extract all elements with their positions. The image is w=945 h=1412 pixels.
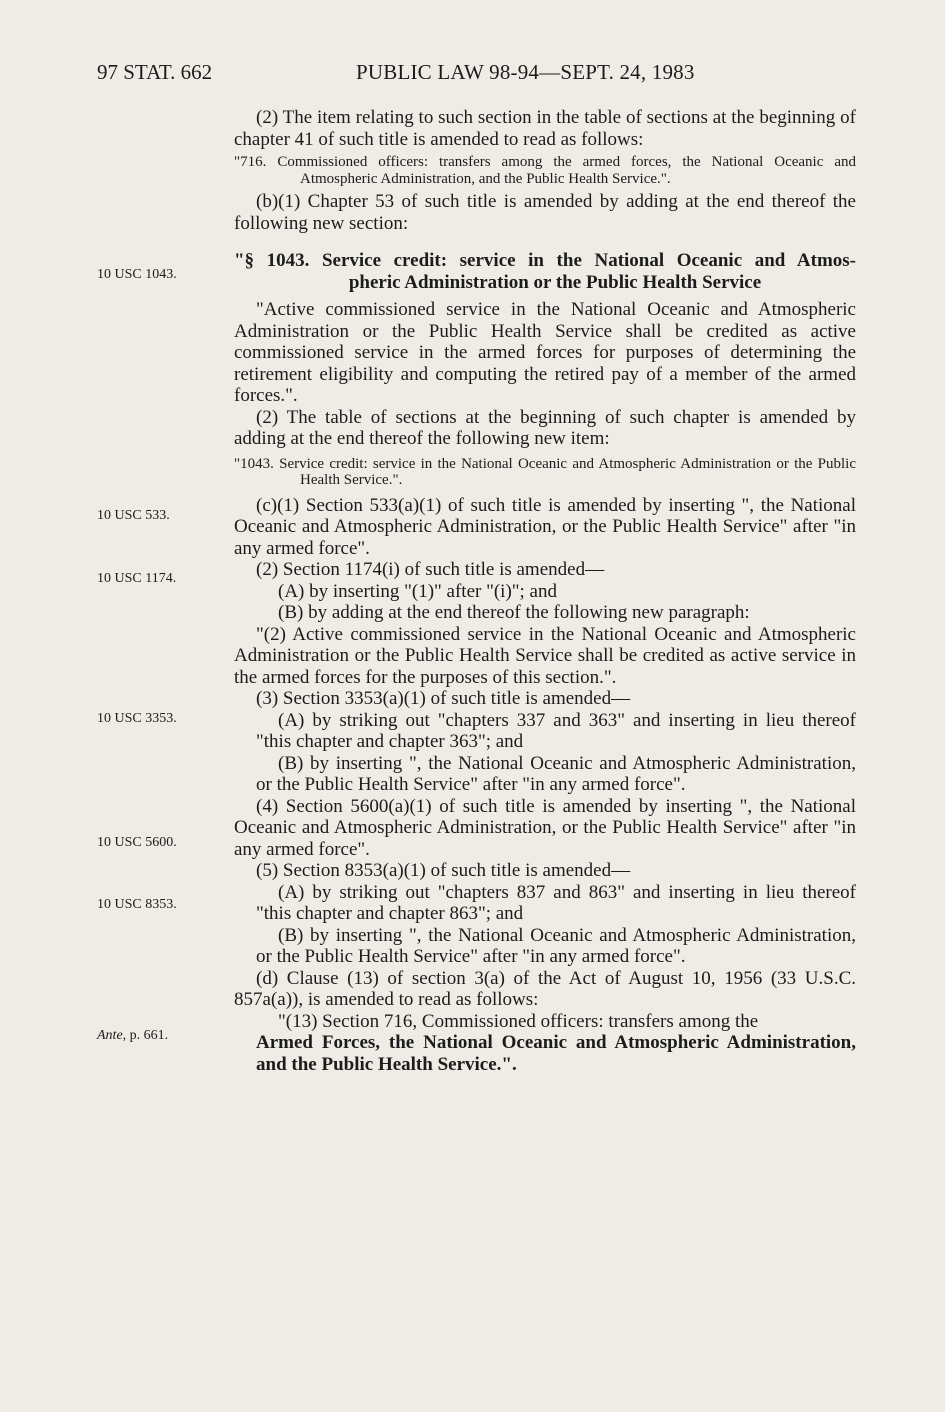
clause-c3-a: (A) by striking out "chapters 337 and 363" and inserting in lieu thereof "this chapter and chapter 363"; and [256,709,856,752]
stat-page-reference: 97 STAT. 662 [97,60,213,84]
paragraph-d: (d) Clause (13) of section 3(a) of the Act of August 10, 1956 (33 U.S.C. 857a(a)), is amended to read as follows: [234,967,856,1010]
paragraph-b2: (2) The table of sections at the beginning of such chapter is amended by adding at the end thereof the following new item: [234,406,856,449]
paragraph-c2: (2) Section 1174(i) of such title is amended— [256,559,605,580]
margin-note-ante-page: p. 661. [129,1028,169,1043]
margin-note-10-usc-8353: 10 USC 8353. [97,897,177,912]
margin-note-10-usc-3353: 10 USC 3353. [97,711,177,726]
main-text [234,107,856,1075]
clause-13-intro: "(13) Section 716, Commissioned officers: transfers among the [278,1010,759,1032]
clause-c5-b: (B) by inserting ", the National Oceanic and Atmospheric Administration, or the Public Health Service" after "in any armed force". [256,924,856,967]
clause-c3-b: (B) by inserting ", the National Oceanic and Atmospheric Administration, or the Public Health Service" after "in any armed force". [256,752,856,795]
table-entry-1043: "1043. Service credit: service in the National Oceanic and Atmospheric Administration or the Public Health Service.". [234,455,856,488]
clause-13-text: Armed Forces, the National Oceanic and Atmospheric Administration, and the Public Health Service.". [256,1032,856,1075]
margin-note-10-usc-533: 10 USC 533. [97,508,170,523]
section-heading-line-1: "§ 1043. Service credit: service in the National Oceanic and Atmos- [234,250,856,271]
margin-note-10-usc-1174: 10 USC 1174. [97,571,177,586]
paragraph-c5: (5) Section 8353(a)(1) of such title is amended— [256,860,631,881]
clause-c2-b: (B) by adding at the end thereof the following new paragraph: [278,602,750,623]
section-1043-heading [234,250,856,293]
margin-note-10-usc-5600: 10 USC 5600. [97,835,177,850]
table-entry-716: "716. Commissioned officers: transfers among the armed forces, the National Oceanic and Atmospheric Administration, and the Public Health Service.". [234,154,856,187]
clause-c2-a: (A) by inserting "(1)" after "(i)"; and [278,580,557,602]
margin-note-10-usc-1043: 10 USC 1043. [97,267,177,282]
paragraph-c4: (4) Section 5600(a)(1) of such title is amended by inserting ", the National Oceanic and Atmospheric Administration, or the Public Health Service" after "in any armed force". [234,795,856,860]
clause-c5-a: (A) by striking out "chapters 837 and 863" and inserting in lieu thereof "this chapter and chapter 863"; and [256,881,856,924]
section-heading-line-2: pheric Administration or the Public Health Service [348,271,762,293]
new-paragraph-2: "(2) Active commissioned service in the National Oceanic and Atmospheric Administration or the Public Health Service shall be credited as active service in the armed forces for the purposes of this section.". [234,623,856,688]
running-title: PUBLIC LAW 98-94—SEPT. 24, 1983 [356,60,695,84]
margin-note-ante-italic: Ante, [97,1028,127,1043]
paragraph-a2: (2) The item relating to such section in the table of sections at the beginning of chapter 41 of such title is amended to read as follows: [234,107,856,150]
margin-note-ante [97,1027,217,1045]
paragraph-b1: (b)(1) Chapter 53 of such title is amended by adding at the end thereof the following new section: [234,191,856,234]
page-header [97,60,857,88]
section-1043-text: "Active commissioned service in the National Oceanic and Atmospheric Administration or the Public Health Service shall be credited as active commissioned service in the armed forces for purposes of determining the retirement eligibility and computing the retired pay of a member of the armed forces.". [234,299,856,406]
paragraph-c3: (3) Section 3353(a)(1) of such title is amended— [256,688,631,709]
paragraph-c1: (c)(1) Section 533(a)(1) of such title is amended by inserting ", the National Oceanic and Atmospheric Administration, or the Public Health Service" after "in any armed force". [234,494,856,559]
